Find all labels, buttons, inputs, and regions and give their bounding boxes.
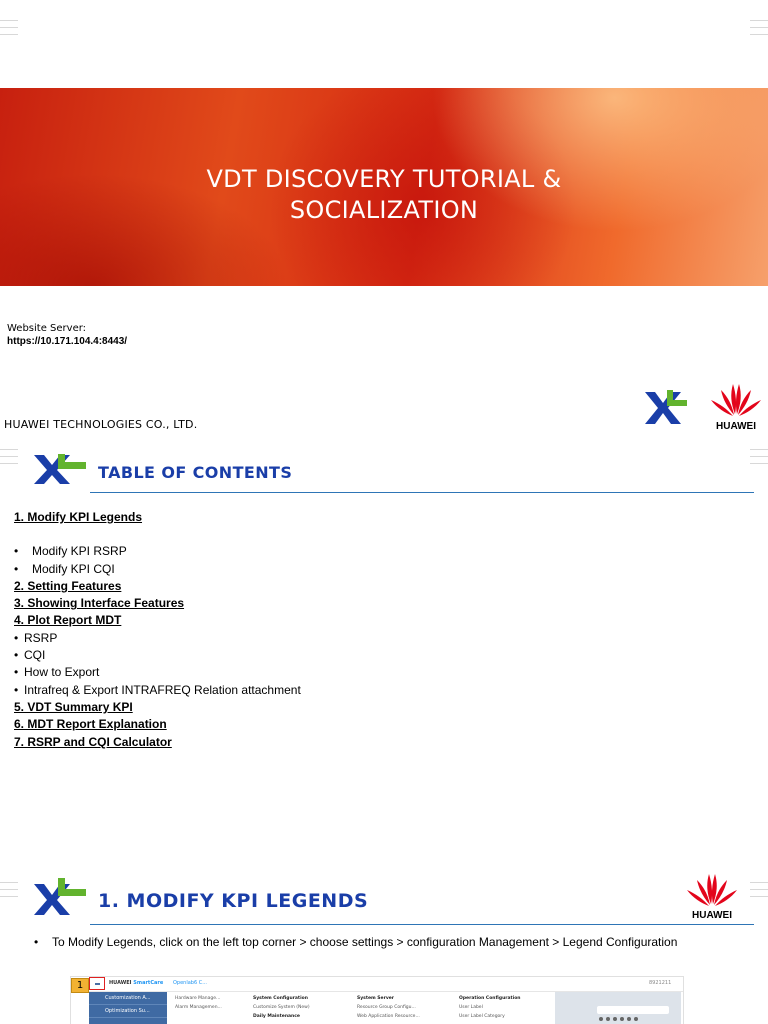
toc-bullet-text: CQI — [24, 648, 46, 663]
toc-heading: 3. Showing Interface Features — [14, 596, 185, 611]
slide-edge-mark-left — [0, 449, 18, 470]
toc-list — [14, 509, 301, 751]
toc-bullet — [14, 647, 301, 664]
huawei-logo-icon — [680, 872, 744, 920]
toc-bullet-text: Modify KPI CQI — [32, 561, 115, 576]
toc-heading: 6. MDT Report Explanation — [14, 717, 167, 732]
xl-logo-icon — [32, 876, 88, 916]
screenshot-sidebar — [89, 992, 167, 1024]
screenshot-map-panel — [555, 992, 681, 1024]
toc-heading: 5. VDT Summary KPI — [14, 699, 133, 714]
bullet-dot: • — [14, 682, 19, 697]
modify-kpi-slide — [0, 862, 768, 1024]
screenshot-tab[interactable]: Openlab6 C... — [173, 980, 208, 986]
xl-logo-icon — [32, 453, 88, 485]
menu-item[interactable]: Resource Group Configu... — [357, 1005, 416, 1010]
menu-heading[interactable]: System Configuration — [253, 996, 308, 1001]
sidebar-item[interactable]: Optimization Su... — [89, 1005, 167, 1018]
xl-logo-icon — [643, 386, 689, 426]
screenshot-brand: HUAWEI SmartCare — [109, 980, 164, 986]
toc-bullet — [14, 682, 301, 699]
menu-col-1 — [175, 994, 222, 1012]
menu-item[interactable]: Hardware Manage... — [175, 996, 221, 1001]
instruction-bullet — [34, 935, 677, 949]
toc-bullet — [14, 630, 301, 647]
presentation-title — [0, 164, 768, 226]
title-underline — [90, 924, 754, 925]
server-label: Website Server: — [7, 323, 87, 334]
menu-heading[interactable]: System Server — [357, 996, 395, 1001]
slide-edge-mark-right — [750, 882, 768, 903]
toc-title: TABLE OF CONTENTS — [98, 463, 293, 482]
toc-bullet — [14, 543, 301, 560]
huawei-logo-text: HUAWEI — [716, 421, 756, 432]
toc-slide — [0, 441, 768, 861]
menu-heading[interactable]: Operation Configuration — [459, 996, 521, 1001]
menu-item[interactable]: Web Application Resource... — [357, 1014, 420, 1019]
sidebar-item[interactable]: Customization A... — [89, 992, 167, 1005]
toc-bullet — [14, 664, 301, 681]
toc-bullet-text: Modify KPI RSRP — [32, 544, 127, 559]
bullet-dot: • — [14, 630, 19, 645]
slide-edge-mark-left — [0, 882, 18, 903]
title-slide — [0, 0, 768, 440]
huawei-logo-text: HUAWEI — [692, 910, 732, 920]
bullet-dot: • — [14, 648, 19, 663]
menu-item[interactable]: Customize System (New) — [253, 1005, 310, 1010]
title-banner — [0, 88, 768, 286]
screenshot-user: 8921211 — [649, 980, 672, 986]
toc-heading: 4. Plot Report MDT — [14, 613, 122, 628]
step-badge: 1 — [71, 978, 89, 993]
screenshot-topbar — [71, 977, 683, 992]
toc-heading: 7. RSRP and CQI Calculator — [14, 734, 172, 749]
menu-item[interactable]: User Label Category — [459, 1014, 505, 1019]
title-line-2: SOCIALIZATION — [289, 196, 479, 224]
toc-bullet-text: RSRP — [24, 630, 58, 645]
toc-heading: 1. Modify KPI Legends — [14, 510, 143, 524]
smartcare-screenshot — [70, 976, 684, 1024]
toc-spacer — [14, 526, 301, 543]
menu-col-2 — [253, 994, 310, 1021]
toc-bullet-text: Intrafreq & Export INTRAFREQ Relation attachment — [24, 682, 301, 697]
menu-heading[interactable]: Daily Maintenance — [253, 1014, 300, 1019]
menu-item[interactable]: Alarm Managemen... — [175, 1005, 222, 1010]
server-url: https://10.171.104.4:8443/ — [7, 336, 128, 347]
slide-edge-mark-right — [750, 449, 768, 470]
title-line-1: VDT DISCOVERY TUTORIAL & — [206, 165, 562, 193]
bullet-dot: • — [14, 544, 19, 559]
company-name: HUAWEI TECHNOLOGIES CO., LTD. — [4, 418, 198, 431]
bullet-dot: • — [14, 665, 19, 680]
huawei-logo-icon — [706, 380, 766, 432]
toc-heading: 2. Setting Features — [14, 578, 122, 593]
map-toolbar — [597, 1006, 669, 1014]
instruction-text: To Modify Legends, click on the left top corner > choose settings > configuration Management > Legend Configuration — [52, 935, 678, 949]
toc-bullet-text: How to Export — [24, 665, 100, 680]
bullet-dot: • — [34, 935, 39, 949]
slide-edge-mark-right — [750, 20, 768, 41]
menu-col-4 — [459, 994, 521, 1021]
slide-edge-mark-left — [0, 20, 18, 41]
title-underline — [90, 492, 754, 493]
menu-icon[interactable] — [89, 977, 105, 990]
menu-col-3 — [357, 994, 420, 1021]
bullet-dot: • — [14, 561, 19, 576]
menu-item[interactable]: User Label — [459, 1005, 483, 1010]
slide-title: 1. MODIFY KPI LEGENDS — [98, 890, 369, 912]
toc-bullet — [14, 561, 301, 578]
